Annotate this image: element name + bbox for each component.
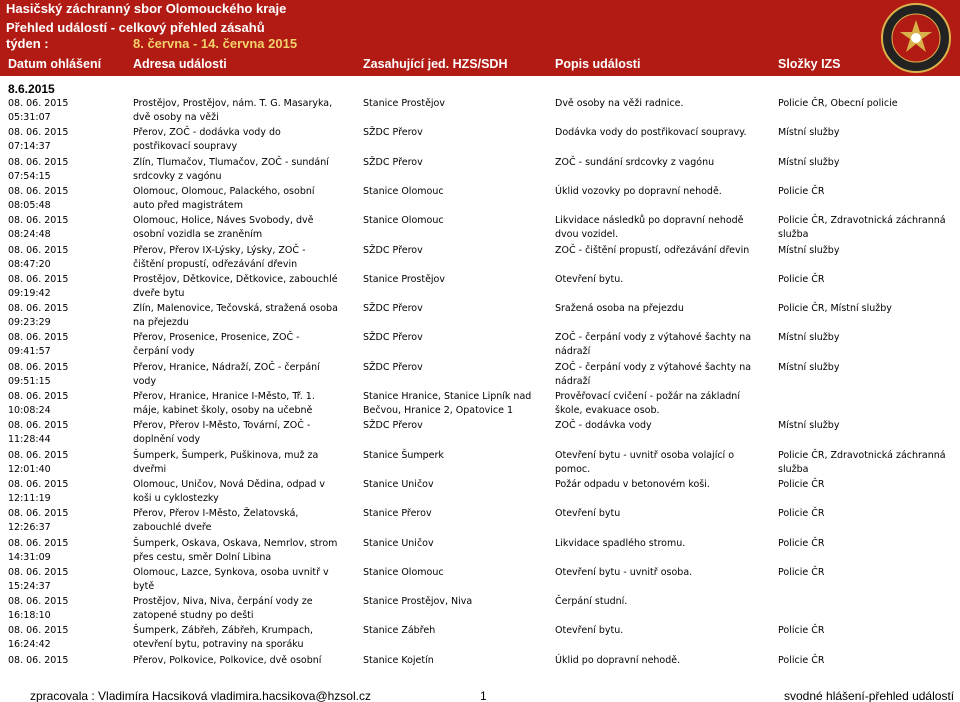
row-time: 08:05:48 bbox=[8, 199, 51, 211]
row-date: 08. 06. 2015 bbox=[8, 361, 69, 373]
row-date: 08. 06. 2015 bbox=[8, 420, 69, 432]
row-date: 08. 06. 2015 bbox=[8, 478, 69, 490]
row-time: 16:18:10 bbox=[8, 610, 51, 622]
row-date: 08. 06. 2015 bbox=[8, 449, 69, 461]
row-address: Olomouc, Olomouc, Palackého, osobní bbox=[133, 185, 315, 197]
row-unit: Stanice Prostějov bbox=[363, 98, 445, 109]
row-description-cont: škole, evakuace osob. bbox=[555, 405, 660, 416]
row-time: 09:41:57 bbox=[8, 346, 51, 358]
row-address-cont: máje, kabinet školy, osoby na učebně bbox=[133, 405, 313, 416]
row-address-cont: zatopené studny po dešti bbox=[133, 610, 254, 622]
row-description: Úklid vozovky po dopravní nehodě. bbox=[555, 185, 722, 197]
row-address-cont: dveřmi bbox=[133, 463, 167, 475]
row-unit: Stanice Šumperk bbox=[363, 449, 444, 461]
hzs-emblem-icon bbox=[880, 2, 952, 74]
row-time: 16:24:42 bbox=[8, 639, 51, 651]
row-time: 05:31:07 bbox=[8, 112, 51, 123]
row-date: 08. 06. 2015 bbox=[8, 332, 69, 344]
row-description: Sražená osoba na přejezdu bbox=[555, 303, 684, 315]
row-time: 07:14:37 bbox=[8, 141, 51, 153]
row-description: Otevření bytu - uvnitř osoba volající o bbox=[555, 449, 735, 461]
row-address-cont: na přejezdu bbox=[133, 317, 189, 329]
row-time: 07:54:15 bbox=[8, 170, 51, 182]
row-description: Úklid po dopravní nehodě. bbox=[555, 654, 681, 666]
org-name: Hasičský záchranný sbor Olomouckého kraje bbox=[6, 1, 287, 16]
row-description: ZOČ - čištění propustí, odřezávání dřevin bbox=[555, 244, 750, 256]
row-date: 08. 06. 2015 bbox=[8, 391, 69, 402]
row-address-cont: přes cestu, směr Dolní Libina bbox=[133, 551, 272, 563]
row-ius: Místní služby bbox=[778, 332, 840, 344]
row-address: Přerov, Přerov I-Město, Želatovská, bbox=[133, 508, 299, 520]
row-address-cont: otevření bytu, potraviny na sporáku bbox=[133, 639, 304, 651]
row-address: Přerov, Hranice, Nádraží, ZOČ - čerpání bbox=[133, 361, 320, 373]
row-unit: Stanice Prostějov, Niva bbox=[363, 596, 473, 608]
row-ius: Policie ČR bbox=[778, 654, 825, 666]
row-date: 08. 06. 2015 bbox=[8, 98, 69, 109]
row-address-cont: zabouchlé dveře bbox=[133, 522, 212, 534]
row-ius-cont: služba bbox=[778, 463, 809, 475]
row-description: ZOČ - čerpání vody z výtahové šachty na bbox=[555, 361, 752, 373]
row-unit: SŽDC Přerov bbox=[363, 420, 423, 432]
row-date: 08. 06. 2015 bbox=[8, 215, 69, 227]
row-address-cont: osobní vozidla se zraněním bbox=[133, 229, 263, 241]
row-address: Přerov, Přerov I-Město, Tovární, ZOČ - bbox=[133, 420, 311, 432]
row-description: Likvidace následků po dopravní nehodě bbox=[555, 215, 744, 227]
row-address: Přerov, Hranice, Hranice I-Město, Tř. 1. bbox=[133, 391, 315, 402]
row-address: Šumperk, Zábřeh, Zábřeh, Krumpach, bbox=[133, 625, 314, 637]
row-date: 08. 06. 2015 bbox=[8, 596, 69, 608]
row-unit: Stanice Uničov bbox=[363, 478, 434, 490]
row-description: ZOČ - dodávka vody bbox=[555, 420, 652, 432]
row-description: Dvě osoby na věži radnice. bbox=[555, 98, 684, 109]
row-ius: Policie ČR, Obecní policie bbox=[778, 98, 898, 109]
row-unit: Stanice Olomouc bbox=[363, 185, 444, 197]
row-ius: Místní služby bbox=[778, 420, 840, 432]
row-description: Dodávka vody do postřikovací soupravy. bbox=[555, 127, 747, 139]
row-address: Přerov, ZOČ - dodávka vody do bbox=[133, 127, 281, 139]
row-ius: Policie ČR bbox=[778, 273, 825, 285]
row-address: Prostějov, Dětkovice, Dětkovice, zabouchlé bbox=[133, 273, 338, 285]
row-time: 12:26:37 bbox=[8, 522, 51, 534]
row-date: 08. 06. 2015 bbox=[8, 654, 69, 666]
row-unit: Stanice Olomouc bbox=[363, 215, 444, 227]
report-header bbox=[0, 0, 960, 76]
footer-author: zpracovala : Vladimíra Hacsiková vladimira.hacsikova@hzsol.cz bbox=[30, 689, 371, 702]
row-address: Prostějov, Niva, Niva, čerpání vody ze bbox=[133, 596, 313, 608]
row-description: Otevření bytu - uvnitř osoba. bbox=[555, 566, 693, 578]
row-time: 15:24:37 bbox=[8, 580, 51, 592]
row-unit: SŽDC Přerov bbox=[363, 127, 423, 139]
row-time: 08:24:48 bbox=[8, 229, 51, 241]
row-date: 08. 06. 2015 bbox=[8, 156, 69, 168]
row-address: Olomouc, Holice, Náves Svobody, dvě bbox=[133, 215, 314, 227]
row-date: 08. 06. 2015 bbox=[8, 185, 69, 197]
report-title: Přehled událostí - celkový přehled zásahů bbox=[6, 20, 265, 35]
row-ius-cont: služba bbox=[778, 229, 809, 241]
row-description-cont: nádraží bbox=[555, 346, 591, 358]
row-address-cont: koši u cyklostezky bbox=[133, 492, 219, 504]
row-address: Šumperk, Šumperk, Puškinova, muž za bbox=[133, 449, 319, 461]
row-unit: Stanice Olomouc bbox=[363, 566, 444, 578]
row-ius: Policie ČR bbox=[778, 625, 825, 637]
col-header-description: Popis události bbox=[555, 57, 641, 71]
col-header-address: Adresa události bbox=[133, 57, 227, 71]
row-address-cont: auto před magistrátem bbox=[133, 199, 243, 211]
row-time: 09:23:29 bbox=[8, 317, 51, 329]
row-address: Přerov, Přerov IX-Lýsky, Lýsky, ZOČ - bbox=[133, 244, 306, 256]
row-description: ZOČ - sundání srdcovky z vagónu bbox=[555, 156, 715, 168]
row-address: Přerov, Polkovice, Polkovice, dvě osobní bbox=[133, 654, 322, 666]
row-address: Olomouc, Uničov, Nová Dědina, odpad v bbox=[133, 478, 326, 490]
row-ius: Policie ČR, Zdravotnická záchranná bbox=[778, 449, 946, 461]
row-date: 08. 06. 2015 bbox=[8, 303, 69, 315]
row-description: Likvidace spadlého stromu. bbox=[555, 537, 686, 549]
row-unit: SŽDC Přerov bbox=[363, 244, 423, 256]
row-address-cont: čištění propustí, odřezávání dřevin bbox=[133, 258, 298, 270]
row-address: Prostějov, Prostějov, nám. T. G. Masaryka, bbox=[133, 98, 333, 109]
row-unit: Stanice Kojetín bbox=[363, 654, 434, 666]
row-ius: Policie ČR, Místní služby bbox=[778, 303, 892, 315]
row-description: Otevření bytu. bbox=[555, 273, 624, 285]
row-description-cont: dvou vozidel. bbox=[555, 229, 619, 241]
row-address-cont: čerpání vody bbox=[133, 346, 195, 358]
row-address-cont: dvě osoby na věži bbox=[133, 112, 219, 123]
row-date: 08. 06. 2015 bbox=[8, 508, 69, 520]
row-description-cont: pomoc. bbox=[555, 463, 591, 475]
row-ius: Místní služby bbox=[778, 244, 840, 256]
row-unit: Stanice Hranice, Stanice Lipník nad bbox=[363, 391, 532, 402]
row-time: 10:08:24 bbox=[8, 405, 51, 416]
row-unit: Stanice Uničov bbox=[363, 537, 434, 549]
row-time: 09:19:42 bbox=[8, 287, 51, 299]
row-unit: SŽDC Přerov bbox=[363, 303, 423, 315]
row-address: Zlín, Tlumačov, Tlumačov, ZOČ - sundání bbox=[133, 156, 329, 168]
date-heading: 8.6.2015 bbox=[8, 82, 55, 96]
row-description: Čerpání studní. bbox=[555, 596, 628, 608]
row-description-cont: nádraží bbox=[555, 375, 591, 387]
footer-page-number: 1 bbox=[480, 689, 487, 702]
row-unit: Stanice Přerov bbox=[363, 508, 432, 520]
row-time: 12:01:40 bbox=[8, 463, 51, 475]
row-address-cont: dveře bytu bbox=[133, 287, 185, 299]
row-address: Přerov, Prosenice, Prosenice, ZOČ - bbox=[133, 332, 300, 344]
row-time: 08:47:20 bbox=[8, 258, 51, 270]
row-ius: Místní služby bbox=[778, 361, 840, 373]
col-header-ius: Složky IZS bbox=[778, 57, 841, 71]
row-description: Požár odpadu v betonovém koši. bbox=[555, 478, 710, 490]
row-unit: SŽDC Přerov bbox=[363, 361, 423, 373]
row-unit: SŽDC Přerov bbox=[363, 332, 423, 344]
row-ius: Místní služby bbox=[778, 156, 840, 168]
row-description: ZOČ - čerpání vody z výtahové šachty na bbox=[555, 332, 752, 344]
footer-doc-type: svodné hlášení-přehled událostí bbox=[784, 689, 955, 702]
row-address: Zlín, Malenovice, Tečovská, stražená osoba bbox=[133, 303, 338, 315]
row-ius: Policie ČR bbox=[778, 566, 825, 578]
row-unit-cont: Bečvou, Hranice 2, Opatovice 1 bbox=[363, 405, 514, 416]
row-description: Otevření bytu bbox=[555, 508, 621, 520]
row-address-cont: srdcovky z vagónu bbox=[133, 170, 222, 182]
row-ius: Policie ČR bbox=[778, 185, 825, 197]
row-date: 08. 06. 2015 bbox=[8, 127, 69, 139]
row-date: 08. 06. 2015 bbox=[8, 625, 69, 637]
row-address-cont: postřikovací soupravy bbox=[133, 141, 238, 153]
row-address: Šumperk, Oskava, Oskava, Nemrlov, strom bbox=[133, 537, 338, 549]
row-ius: Policie ČR bbox=[778, 537, 825, 549]
week-range: 8. června - 14. června 2015 bbox=[133, 36, 298, 51]
row-address-cont: doplnění vody bbox=[133, 434, 201, 446]
row-date: 08. 06. 2015 bbox=[8, 537, 69, 549]
week-label: týden : bbox=[6, 36, 49, 51]
row-description: Otevření bytu. bbox=[555, 625, 624, 637]
row-time: 12:11:19 bbox=[8, 492, 51, 504]
row-description: Prověřovací cvičení - požár na základní bbox=[555, 391, 740, 402]
row-address-cont: bytě bbox=[133, 580, 155, 592]
row-unit: Stanice Zábřeh bbox=[363, 625, 436, 637]
row-time: 09:51:15 bbox=[8, 375, 51, 387]
col-header-unit: Zasahující jed. HZS/SDH bbox=[363, 57, 508, 71]
row-time: 14:31:09 bbox=[8, 551, 51, 563]
row-date: 08. 06. 2015 bbox=[8, 244, 69, 256]
row-unit: SŽDC Přerov bbox=[363, 156, 423, 168]
row-unit: Stanice Prostějov bbox=[363, 273, 445, 285]
row-ius: Policie ČR bbox=[778, 508, 825, 520]
row-address: Olomouc, Lazce, Synkova, osoba uvnitř v bbox=[133, 566, 329, 578]
col-header-date: Datum ohlášení bbox=[8, 57, 102, 71]
row-address-cont: vody bbox=[133, 375, 157, 387]
row-ius: Policie ČR bbox=[778, 478, 825, 490]
row-date: 08. 06. 2015 bbox=[8, 273, 69, 285]
row-ius: Policie ČR, Zdravotnická záchranná bbox=[778, 215, 946, 227]
row-time: 11:28:44 bbox=[8, 434, 51, 446]
row-ius: Místní služby bbox=[778, 127, 840, 139]
row-date: 08. 06. 2015 bbox=[8, 566, 69, 578]
